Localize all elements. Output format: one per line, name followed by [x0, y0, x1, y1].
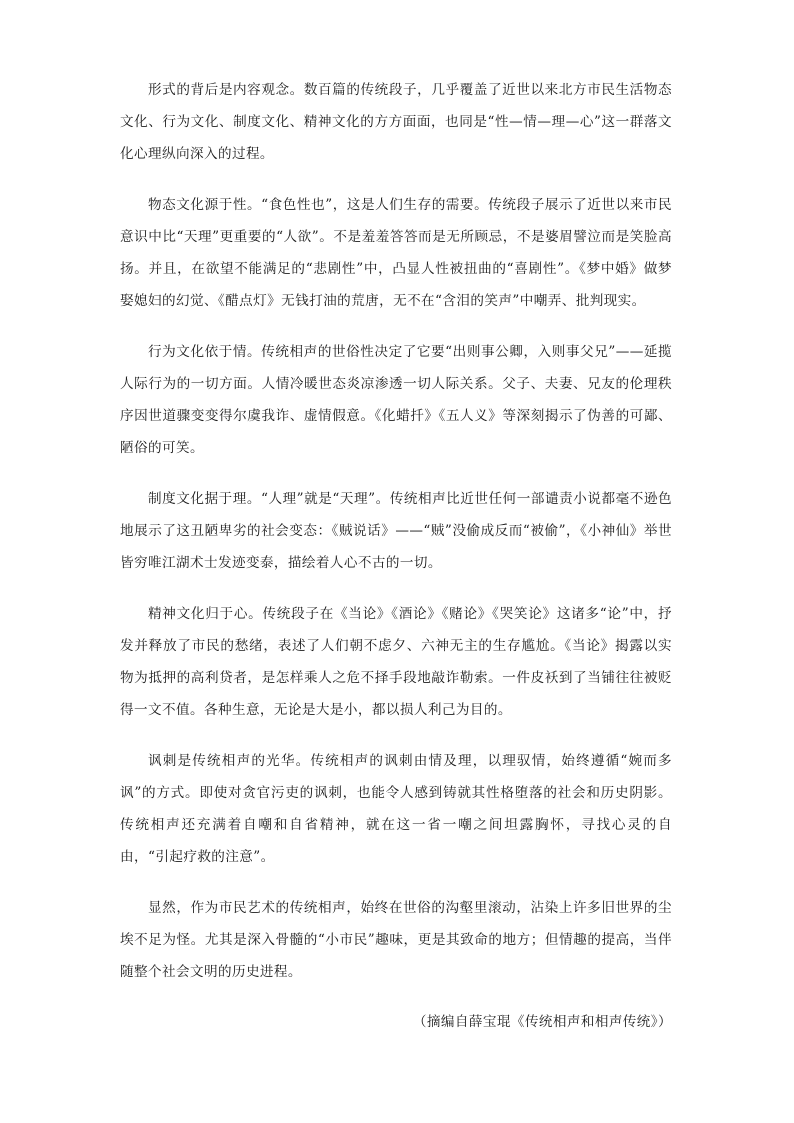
paragraph-4: 制度文化据于理。“人理”就是“天理”。传统相声比近世任何一部谴责小说都毫不逊色地展示了这丑陋卑劣的社会变态：《贼说话》——“贼”没偷成反而“被偷”，《小神仙》举世皆穷唯江湖术士发迹变泰，描绘着人心不古的一切。	[120, 491, 672, 571]
paragraph-1: 形式的背后是内容观念。数百篇的传统段子，几乎覆盖了近世以来北方市民生活物态文化、行为文化、制度文化、精神文化的方方面面，也同是“性—情—理—心”这一群落文化心理纵向深入的过程。	[120, 82, 672, 162]
paragraph-5: 精神文化归于心。传统段子在《当论》《酒论》《赌论》《哭笑论》这诸多“论”中，抒发并释放了市民的愁绪，表述了人们朝不虑夕、六神无主的生存尴尬。《当论》揭露以实物为抵押的高利贷者，是怎样乘人之危不择手段地敲诈勒索。一件皮袄到了当铺往往被贬得一文不值。各种生意，无论是大是小，都以损人利己为目的。	[120, 606, 672, 718]
paragraph-7: 显然，作为市民艺术的传统相声，始终在世俗的沟壑里滚动，沾染上许多旧世界的尘埃不足为怪。尤其是深入骨髓的“小市民”趣味，更是其致命的地方；但情趣的提高，当伴随整个社会文明的历史进程。	[120, 900, 672, 980]
paragraph-3: 行为文化依于情。传统相声的世俗性决定了它要“出则事公卿，入则事父兄”——延揽人际行为的一切方面。人情冷暖世态炎凉渗透一切人际关系。父子、夫妻、兄友的伦理秩序因世道骤变变得尔虞我诈、虚情假意。《化蜡扦》《五人义》等深刻揭示了伪善的可鄙、陋俗的可笑。	[120, 344, 672, 456]
paragraph-6: 讽刺是传统相声的光华。传统相声的讽刺由情及理，以理驭情，始终遵循“婉而多讽”的方式。即使对贪官污吏的讽刺，也能令人感到铸就其性格堕落的社会和历史阴影。传统相声还充满着自嘲和自省精神，就在这一省一嘲之间坦露胸怀，寻找心灵的自由，“引起疗救的注意”。	[120, 753, 672, 865]
source-citation: （摘编自薛宝琨《传统相声和相声传统》）	[412, 1014, 672, 1030]
paragraph-2: 物态文化源于性。“食色性也”，这是人们生存的需要。传统段子展示了近世以来市民意识中比“天理”更重要的“人欲”。不是羞羞答答而是无所顾忌，不是婆眉譬泣而是笑脸高扬。并且，在欲望不能满足的“悲剧性”中，凸显人性被扭曲的“喜剧性”。《梦中婚》做梦娶媳妇的幻觉、《醋点灯》无钱打油的荒唐，无不在“含泪的笑声”中嘲弄、批判现实。	[120, 197, 672, 309]
article-body	[120, 74, 672, 1037]
